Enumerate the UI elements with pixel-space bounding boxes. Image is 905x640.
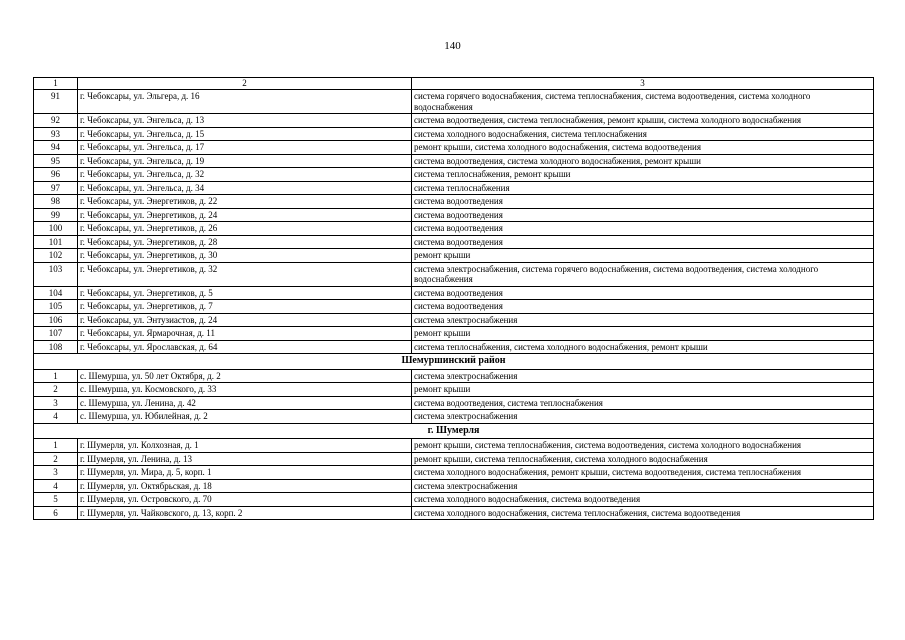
table-row	[34, 286, 874, 300]
works-cell: система водоотведения	[412, 195, 874, 209]
row-number-cell: 92	[34, 114, 78, 128]
address-cell: г. Чебоксары, ул. Энергетиков, д. 24	[78, 208, 412, 222]
works-cell: система горячего водоснабжения, система теплоснабжения, система водоотведения, система холодного водоснабжения	[412, 90, 874, 114]
table-row	[34, 466, 874, 480]
row-number-cell: 3	[34, 466, 78, 480]
works-cell: система электроснабжения	[412, 369, 874, 383]
table-row	[34, 383, 874, 397]
row-number-cell: 91	[34, 90, 78, 114]
row-number-cell: 98	[34, 195, 78, 209]
works-cell: система водоотведения	[412, 235, 874, 249]
works-cell: система водоотведения	[412, 208, 874, 222]
address-cell: г. Чебоксары, ул. Энергетиков, д. 22	[78, 195, 412, 209]
row-number-cell: 1	[34, 369, 78, 383]
address-cell: г. Шумерля, ул. Островского, д. 70	[78, 493, 412, 507]
header-col-2: 2	[78, 78, 412, 90]
works-cell: ремонт крыши	[412, 383, 874, 397]
address-cell: с. Шемурша, ул. 50 лет Октября, д. 2	[78, 369, 412, 383]
row-number-cell: 6	[34, 506, 78, 520]
table-row	[34, 396, 874, 410]
address-cell: г. Шумерля, ул. Ленина, д. 13	[78, 452, 412, 466]
table-row	[34, 141, 874, 155]
address-cell: г. Чебоксары, ул. Энергетиков, д. 26	[78, 222, 412, 236]
address-cell: г. Шумерля, ул. Чайковского, д. 13, корп. 2	[78, 506, 412, 520]
row-number-cell: 101	[34, 235, 78, 249]
address-cell: г. Чебоксары, ул. Энергетиков, д. 32	[78, 262, 412, 286]
section-title: Шемуршинский район	[34, 354, 874, 370]
table-row	[34, 439, 874, 453]
row-number-cell: 2	[34, 383, 78, 397]
table-row	[34, 369, 874, 383]
address-cell: г. Чебоксары, ул. Ярославская, д. 64	[78, 340, 412, 354]
works-cell: система холодного водоснабжения, система теплоснабжения	[412, 127, 874, 141]
page-number: 140	[444, 40, 461, 52]
works-cell: ремонт крыши, система холодного водоснабжения, система водоотведения	[412, 141, 874, 155]
works-cell: система теплоснабжения	[412, 181, 874, 195]
table-row	[34, 181, 874, 195]
row-number-cell: 2	[34, 452, 78, 466]
registry-body	[34, 78, 874, 520]
table-row	[34, 235, 874, 249]
address-cell: г. Шумерля, ул. Мира, д. 5, корп. 1	[78, 466, 412, 480]
table-row	[34, 195, 874, 209]
row-number-cell: 4	[34, 479, 78, 493]
row-number-cell: 97	[34, 181, 78, 195]
table-row	[34, 262, 874, 286]
header-col-1: 1	[34, 78, 78, 90]
address-cell: с. Шемурша, ул. Юбилейная, д. 2	[78, 410, 412, 424]
header-col-3: 3	[412, 78, 874, 90]
table-row	[34, 327, 874, 341]
works-cell: система холодного водоснабжения, система теплоснабжения, система водоотведения	[412, 506, 874, 520]
address-cell: г. Чебоксары, ул. Энергетиков, д. 5	[78, 286, 412, 300]
row-number-cell: 103	[34, 262, 78, 286]
row-number-cell: 95	[34, 154, 78, 168]
table-row	[34, 249, 874, 263]
row-number-cell: 93	[34, 127, 78, 141]
works-cell: система холодного водоснабжения, система водоотведения	[412, 493, 874, 507]
address-cell: г. Шумерля, ул. Колхозная, д. 1	[78, 439, 412, 453]
works-cell: система электроснабжения	[412, 479, 874, 493]
works-cell: система теплоснабжения, ремонт крыши	[412, 168, 874, 182]
works-cell: ремонт крыши, система теплоснабжения, система водоотведения, система холодного водоснабжения	[412, 439, 874, 453]
works-cell: ремонт крыши, система теплоснабжения, система холодного водоснабжения	[412, 452, 874, 466]
table-row	[34, 410, 874, 424]
table-row	[34, 479, 874, 493]
row-number-cell: 108	[34, 340, 78, 354]
table-row	[34, 452, 874, 466]
works-cell: система водоотведения	[412, 300, 874, 314]
table-row	[34, 340, 874, 354]
row-number-cell: 3	[34, 396, 78, 410]
table-row	[34, 300, 874, 314]
address-cell: г. Чебоксары, ул. Энгельса, д. 19	[78, 154, 412, 168]
address-cell: г. Чебоксары, ул. Эльгера, д. 16	[78, 90, 412, 114]
header-row	[34, 78, 874, 90]
row-number-cell: 104	[34, 286, 78, 300]
address-cell: с. Шемурша, ул. Ленина, д. 42	[78, 396, 412, 410]
section-title: г. Шумерля	[34, 423, 874, 439]
table-row	[34, 90, 874, 114]
address-cell: г. Шумерля, ул. Октябрьская, д. 18	[78, 479, 412, 493]
address-cell: г. Чебоксары, ул. Энергетиков, д. 30	[78, 249, 412, 263]
address-cell: г. Чебоксары, ул. Энергетиков, д. 28	[78, 235, 412, 249]
works-cell: система электроснабжения	[412, 313, 874, 327]
address-cell: г. Чебоксары, ул. Энгельса, д. 13	[78, 114, 412, 128]
works-cell: система водоотведения	[412, 222, 874, 236]
address-cell: г. Чебоксары, ул. Энгельса, д. 34	[78, 181, 412, 195]
row-number-cell: 106	[34, 313, 78, 327]
table-row	[34, 114, 874, 128]
section-heading-row	[34, 423, 874, 439]
works-cell: система холодного водоснабжения, ремонт крыши, система водоотведения, система теплоснабжения	[412, 466, 874, 480]
table-row	[34, 493, 874, 507]
row-number-cell: 4	[34, 410, 78, 424]
row-number-cell: 102	[34, 249, 78, 263]
works-cell: система водоотведения	[412, 286, 874, 300]
table-row	[34, 168, 874, 182]
address-cell: с. Шемурша, ул. Космовского, д. 33	[78, 383, 412, 397]
works-cell: система водоотведения, система теплоснабжения, ремонт крыши, система холодного водоснабжения	[412, 114, 874, 128]
address-cell: г. Чебоксары, ул. Ярмарочная, д. 11	[78, 327, 412, 341]
row-number-cell: 99	[34, 208, 78, 222]
row-number-cell: 94	[34, 141, 78, 155]
row-number-cell: 1	[34, 439, 78, 453]
works-cell: ремонт крыши	[412, 327, 874, 341]
row-number-cell: 100	[34, 222, 78, 236]
section-heading-row	[34, 354, 874, 370]
address-cell: г. Чебоксары, ул. Энгельса, д. 32	[78, 168, 412, 182]
works-cell: система теплоснабжения, система холодного водоснабжения, ремонт крыши	[412, 340, 874, 354]
table-row	[34, 506, 874, 520]
address-cell: г. Чебоксары, ул. Энгельса, д. 15	[78, 127, 412, 141]
table-row	[34, 313, 874, 327]
works-cell: ремонт крыши	[412, 249, 874, 263]
works-cell: система водоотведения, система холодного водоснабжения, ремонт крыши	[412, 154, 874, 168]
works-cell: система водоотведения, система теплоснабжения	[412, 396, 874, 410]
works-cell: система электроснабжения	[412, 410, 874, 424]
repair-registry-table	[33, 77, 874, 520]
table-row	[34, 222, 874, 236]
address-cell: г. Чебоксары, ул. Энтузиастов, д. 24	[78, 313, 412, 327]
address-cell: г. Чебоксары, ул. Энергетиков, д. 7	[78, 300, 412, 314]
table-row	[34, 154, 874, 168]
address-cell: г. Чебоксары, ул. Энгельса, д. 17	[78, 141, 412, 155]
works-cell: система электроснабжения, система горячего водоснабжения, система водоотведения, система холодного водоснабжения	[412, 262, 874, 286]
row-number-cell: 105	[34, 300, 78, 314]
row-number-cell: 96	[34, 168, 78, 182]
row-number-cell: 107	[34, 327, 78, 341]
table-row	[34, 208, 874, 222]
row-number-cell: 5	[34, 493, 78, 507]
table-row	[34, 127, 874, 141]
